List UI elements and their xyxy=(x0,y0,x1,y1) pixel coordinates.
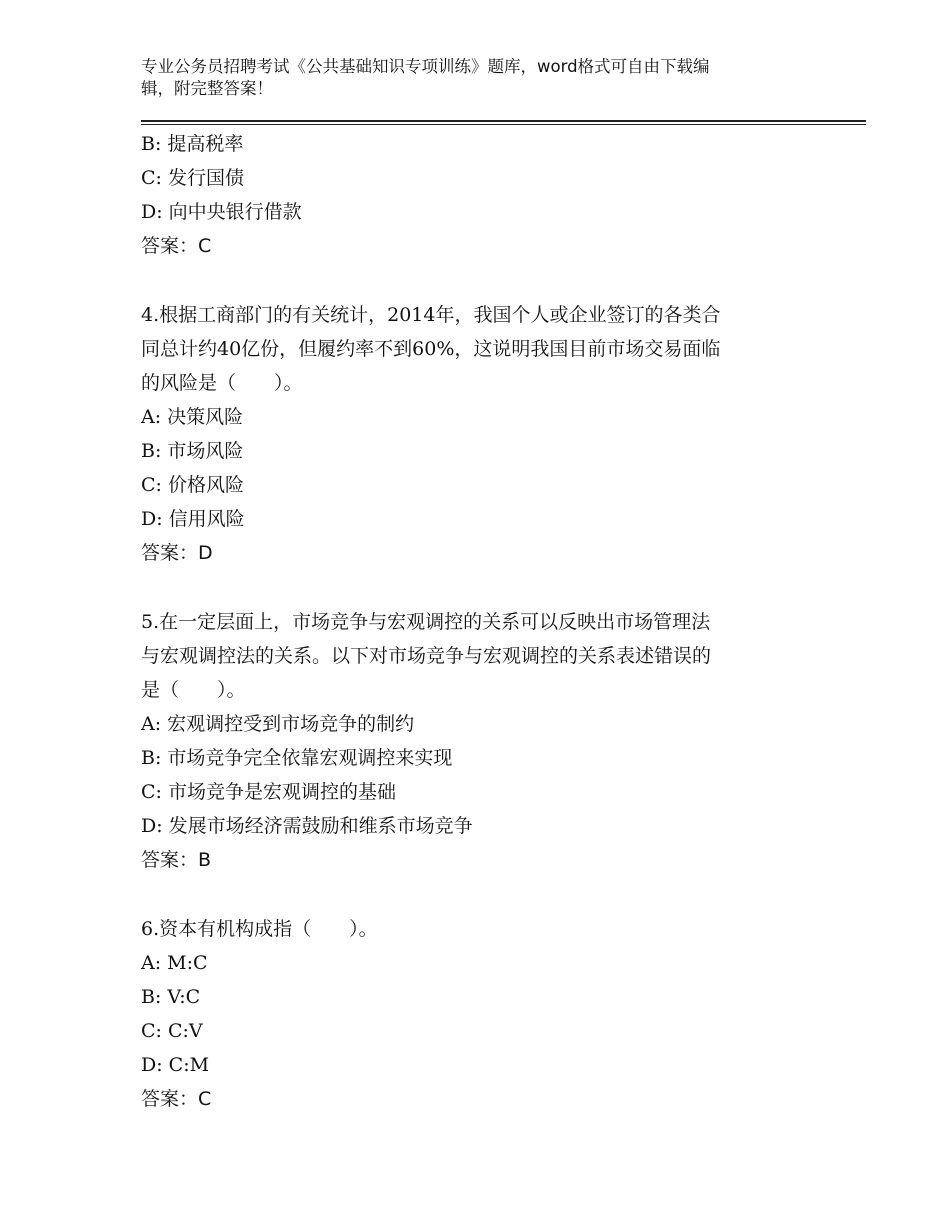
option-a: A: 宏观调控受到市场竞争的制约 xyxy=(141,713,415,735)
question-5 xyxy=(141,605,821,877)
option-b: B: 市场风险 xyxy=(141,440,244,462)
option-c: C: 价格风险 xyxy=(141,474,244,496)
option-b: B: 提高税率 xyxy=(141,133,244,155)
option-b: B: 市场竞争完全依靠宏观调控来实现 xyxy=(141,747,453,769)
question-text-line: 是（ ）。 xyxy=(141,679,246,701)
option-d: D: 发展市场经济需鼓励和维系市场竞争 xyxy=(141,815,473,837)
question-6 xyxy=(141,912,821,1116)
document-header xyxy=(141,56,791,100)
question-text-line: 5.在一定层面上，市场竞争与宏观调控的关系可以反映出市场管理法 xyxy=(141,611,711,633)
question-text-line: 的风险是（ ）。 xyxy=(141,372,303,394)
answer-label: 答案：B xyxy=(141,849,212,871)
spacer xyxy=(141,877,821,912)
option-c: C: C:V xyxy=(141,1020,203,1042)
option-d: D: 向中央银行借款 xyxy=(141,201,302,223)
question-text-line: 4.根据工商部门的有关统计，2014年，我国个人或企业签订的各类合 xyxy=(141,304,721,326)
spacer xyxy=(141,570,821,605)
answer-label: 答案：D xyxy=(141,542,213,564)
question-4 xyxy=(141,298,821,570)
question-text-line: 同总计约40亿份，但履约率不到60%，这说明我国目前市场交易面临 xyxy=(141,338,721,360)
option-d: D: 信用风险 xyxy=(141,508,245,530)
option-b: B: V:C xyxy=(141,986,201,1008)
question-block-prev xyxy=(141,127,821,263)
option-a: A: M:C xyxy=(141,952,208,974)
header-line-1: 专业公务员招聘考试《公共基础知识专项训练》题库，word格式可自由下载编 xyxy=(141,57,710,76)
option-c: C: 市场竞争是宏观调控的基础 xyxy=(141,781,396,803)
question-text-line: 6.资本有机构成指（ ）。 xyxy=(141,918,378,940)
option-d: D: C:M xyxy=(141,1054,210,1076)
header-line-2: 辑，附完整答案！ xyxy=(141,79,273,98)
option-a: A: 决策风险 xyxy=(141,406,244,428)
answer-label: 答案：C xyxy=(141,235,212,257)
option-c: C: 发行国债 xyxy=(141,167,244,189)
answer-label: 答案：C xyxy=(141,1088,212,1110)
spacer xyxy=(141,263,821,298)
question-list xyxy=(141,127,821,1116)
header-rule-bottom xyxy=(141,124,866,125)
header-rule-top xyxy=(141,120,866,122)
question-text-line: 与宏观调控法的关系。以下对市场竞争与宏观调控的关系表述错误的 xyxy=(141,645,712,667)
